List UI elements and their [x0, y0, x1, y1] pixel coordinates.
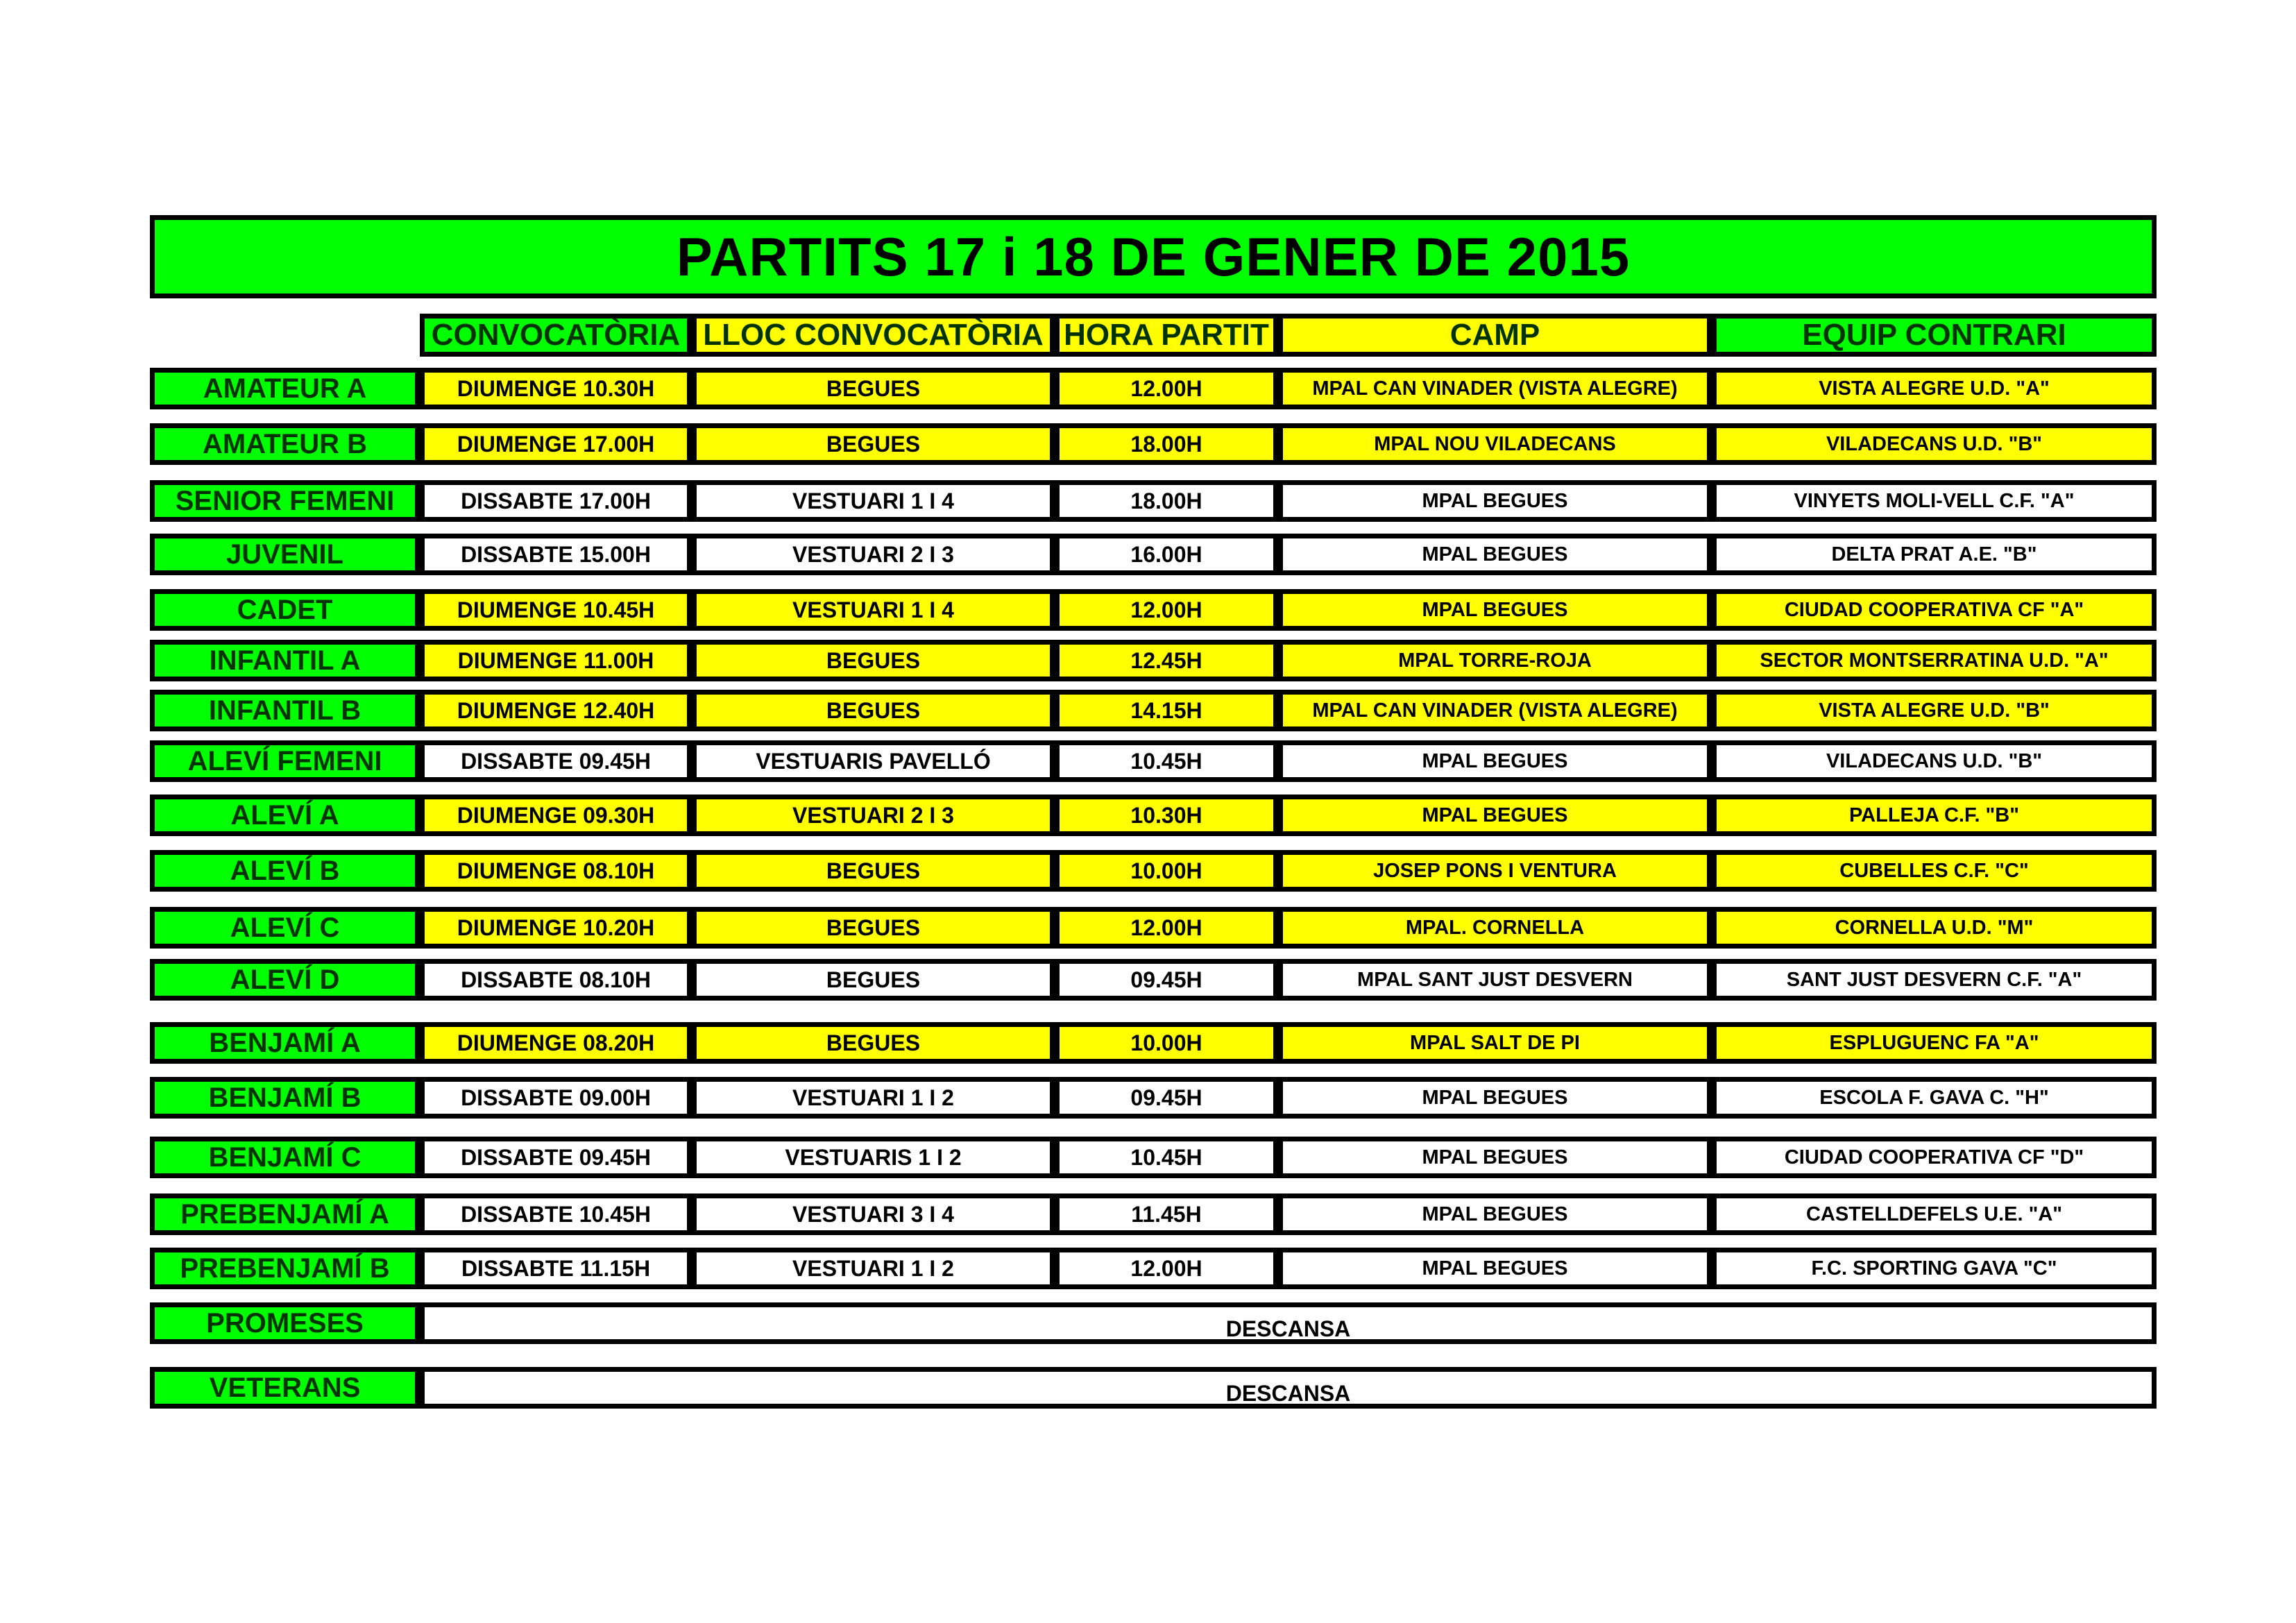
hora-cell: 16.00H	[1055, 534, 1278, 575]
hora-cell: 11.45H	[1055, 1193, 1278, 1235]
team-name: BENJAMÍ A	[150, 1022, 420, 1064]
equip-contrari-cell: CORNELLA U.D. "M"	[1712, 907, 2157, 949]
equip-contrari-cell: ESPLUGUENC FA "A"	[1712, 1022, 2157, 1064]
convocatoria-cell: DIUMENGE 12.40H	[420, 690, 692, 731]
hora-cell: 10.45H	[1055, 1137, 1278, 1178]
equip-contrari-cell: PALLEJA C.F. "B"	[1712, 794, 2157, 836]
team-name: ALEVÍ A	[150, 794, 420, 836]
camp-cell: MPAL CAN VINADER (VISTA ALEGRE)	[1278, 368, 1712, 409]
lloc-cell: BEGUES	[692, 423, 1055, 465]
team-name: AMATEUR A	[150, 368, 420, 409]
camp-cell: MPAL BEGUES	[1278, 589, 1712, 631]
camp-cell: MPAL. CORNELLA	[1278, 907, 1712, 949]
header-camp: CAMP	[1278, 314, 1712, 357]
lloc-cell: VESTUARI 3 I 4	[692, 1193, 1055, 1235]
rest-cell: DESCANSA	[420, 1367, 2157, 1409]
team-name: ALEVÍ B	[150, 850, 420, 892]
rest-cell: DESCANSA	[420, 1302, 2157, 1344]
equip-contrari-cell: SECTOR MONTSERRATINA U.D. "A"	[1712, 640, 2157, 681]
equip-contrari-cell: DELTA PRAT A.E. "B"	[1712, 534, 2157, 575]
hora-cell: 12.00H	[1055, 1248, 1278, 1289]
team-name: INFANTIL B	[150, 690, 420, 731]
camp-cell: MPAL BEGUES	[1278, 1077, 1712, 1119]
convocatoria-cell: DISSABTE 10.45H	[420, 1193, 692, 1235]
hora-cell: 18.00H	[1055, 423, 1278, 465]
convocatoria-cell: DISSABTE 11.15H	[420, 1248, 692, 1289]
equip-contrari-cell: F.C. SPORTING GAVA "C"	[1712, 1248, 2157, 1289]
camp-cell: JOSEP PONS I VENTURA	[1278, 850, 1712, 892]
camp-cell: MPAL BEGUES	[1278, 740, 1712, 782]
equip-contrari-cell: VISTA ALEGRE U.D. "B"	[1712, 690, 2157, 731]
team-name: BENJAMÍ C	[150, 1137, 420, 1178]
hora-cell: 09.45H	[1055, 959, 1278, 1001]
lloc-cell: VESTUARI 2 I 3	[692, 794, 1055, 836]
team-name: PREBENJAMÍ B	[150, 1248, 420, 1289]
convocatoria-cell: DIUMENGE 11.00H	[420, 640, 692, 681]
convocatoria-cell: DISSABTE 09.00H	[420, 1077, 692, 1119]
convocatoria-cell: DIUMENGE 08.10H	[420, 850, 692, 892]
equip-contrari-cell: VINYETS MOLI-VELL C.F. "A"	[1712, 480, 2157, 522]
lloc-cell: VESTUARI 1 I 2	[692, 1077, 1055, 1119]
team-name: ALEVÍ C	[150, 907, 420, 949]
lloc-cell: VESTUARIS 1 I 2	[692, 1137, 1055, 1178]
hora-cell: 12.00H	[1055, 907, 1278, 949]
convocatoria-cell: DISSABTE 15.00H	[420, 534, 692, 575]
convocatoria-cell: DIUMENGE 08.20H	[420, 1022, 692, 1064]
equip-contrari-cell: CIUDAD COOPERATIVA CF "D"	[1712, 1137, 2157, 1178]
hora-cell: 10.45H	[1055, 740, 1278, 782]
equip-contrari-cell: VISTA ALEGRE U.D. "A"	[1712, 368, 2157, 409]
convocatoria-cell: DISSABTE 17.00H	[420, 480, 692, 522]
hora-cell: 10.00H	[1055, 850, 1278, 892]
lloc-cell: VESTUARIS PAVELLÓ	[692, 740, 1055, 782]
team-name: CADET	[150, 589, 420, 631]
camp-cell: MPAL SALT DE PI	[1278, 1022, 1712, 1064]
hora-cell: 09.45H	[1055, 1077, 1278, 1119]
camp-cell: MPAL BEGUES	[1278, 534, 1712, 575]
lloc-cell: BEGUES	[692, 959, 1055, 1001]
convocatoria-cell: DIUMENGE 10.45H	[420, 589, 692, 631]
header-hora-partit: HORA PARTIT	[1055, 314, 1278, 357]
equip-contrari-cell: SANT JUST DESVERN C.F. "A"	[1712, 959, 2157, 1001]
team-name: SENIOR FEMENI	[150, 480, 420, 522]
equip-contrari-cell: VILADECANS U.D. "B"	[1712, 423, 2157, 465]
header-lloc-convocatoria: LLOC CONVOCATÒRIA	[692, 314, 1055, 357]
lloc-cell: BEGUES	[692, 640, 1055, 681]
equip-contrari-cell: ESCOLA F. GAVA C. "H"	[1712, 1077, 2157, 1119]
team-name: VETERANS	[150, 1367, 420, 1409]
equip-contrari-cell: CASTELLDEFELS U.E. "A"	[1712, 1193, 2157, 1235]
header-convocatoria: CONVOCATÒRIA	[420, 314, 692, 357]
equip-contrari-cell: CIUDAD COOPERATIVA CF "A"	[1712, 589, 2157, 631]
convocatoria-cell: DISSABTE 09.45H	[420, 740, 692, 782]
lloc-cell: BEGUES	[692, 1022, 1055, 1064]
camp-cell: MPAL BEGUES	[1278, 1193, 1712, 1235]
lloc-cell: BEGUES	[692, 850, 1055, 892]
convocatoria-cell: DISSABTE 09.45H	[420, 1137, 692, 1178]
lloc-cell: VESTUARI 1 I 2	[692, 1248, 1055, 1289]
lloc-cell: BEGUES	[692, 690, 1055, 731]
equip-contrari-cell: VILADECANS U.D. "B"	[1712, 740, 2157, 782]
hora-cell: 12.00H	[1055, 368, 1278, 409]
team-name: PROMESES	[150, 1302, 420, 1344]
camp-cell: MPAL BEGUES	[1278, 794, 1712, 836]
hora-cell: 14.15H	[1055, 690, 1278, 731]
header-equip-contrari: EQUIP CONTRARI	[1712, 314, 2157, 357]
convocatoria-cell: DIUMENGE 10.30H	[420, 368, 692, 409]
camp-cell: MPAL SANT JUST DESVERN	[1278, 959, 1712, 1001]
team-name: JUVENIL	[150, 534, 420, 575]
team-name: AMATEUR B	[150, 423, 420, 465]
equip-contrari-cell: CUBELLES C.F. "C"	[1712, 850, 2157, 892]
hora-cell: 10.00H	[1055, 1022, 1278, 1064]
convocatoria-cell: DIUMENGE 09.30H	[420, 794, 692, 836]
hora-cell: 12.00H	[1055, 589, 1278, 631]
camp-cell: MPAL TORRE-ROJA	[1278, 640, 1712, 681]
hora-cell: 18.00H	[1055, 480, 1278, 522]
team-name: ALEVÍ D	[150, 959, 420, 1001]
team-name: PREBENJAMÍ A	[150, 1193, 420, 1235]
hora-cell: 10.30H	[1055, 794, 1278, 836]
camp-cell: MPAL CAN VINADER (VISTA ALEGRE)	[1278, 690, 1712, 731]
team-name: ALEVÍ FEMENI	[150, 740, 420, 782]
camp-cell: MPAL BEGUES	[1278, 1248, 1712, 1289]
camp-cell: MPAL BEGUES	[1278, 1137, 1712, 1178]
lloc-cell: VESTUARI 2 I 3	[692, 534, 1055, 575]
hora-cell: 12.45H	[1055, 640, 1278, 681]
lloc-cell: BEGUES	[692, 907, 1055, 949]
convocatoria-cell: DIUMENGE 10.20H	[420, 907, 692, 949]
lloc-cell: VESTUARI 1 I 4	[692, 480, 1055, 522]
page-title: PARTITS 17 i 18 DE GENER DE 2015	[150, 215, 2157, 298]
camp-cell: MPAL BEGUES	[1278, 480, 1712, 522]
convocatoria-cell: DISSABTE 08.10H	[420, 959, 692, 1001]
team-name: INFANTIL A	[150, 640, 420, 681]
camp-cell: MPAL NOU VILADECANS	[1278, 423, 1712, 465]
lloc-cell: BEGUES	[692, 368, 1055, 409]
team-name: BENJAMÍ B	[150, 1077, 420, 1119]
convocatoria-cell: DIUMENGE 17.00H	[420, 423, 692, 465]
lloc-cell: VESTUARI 1 I 4	[692, 589, 1055, 631]
